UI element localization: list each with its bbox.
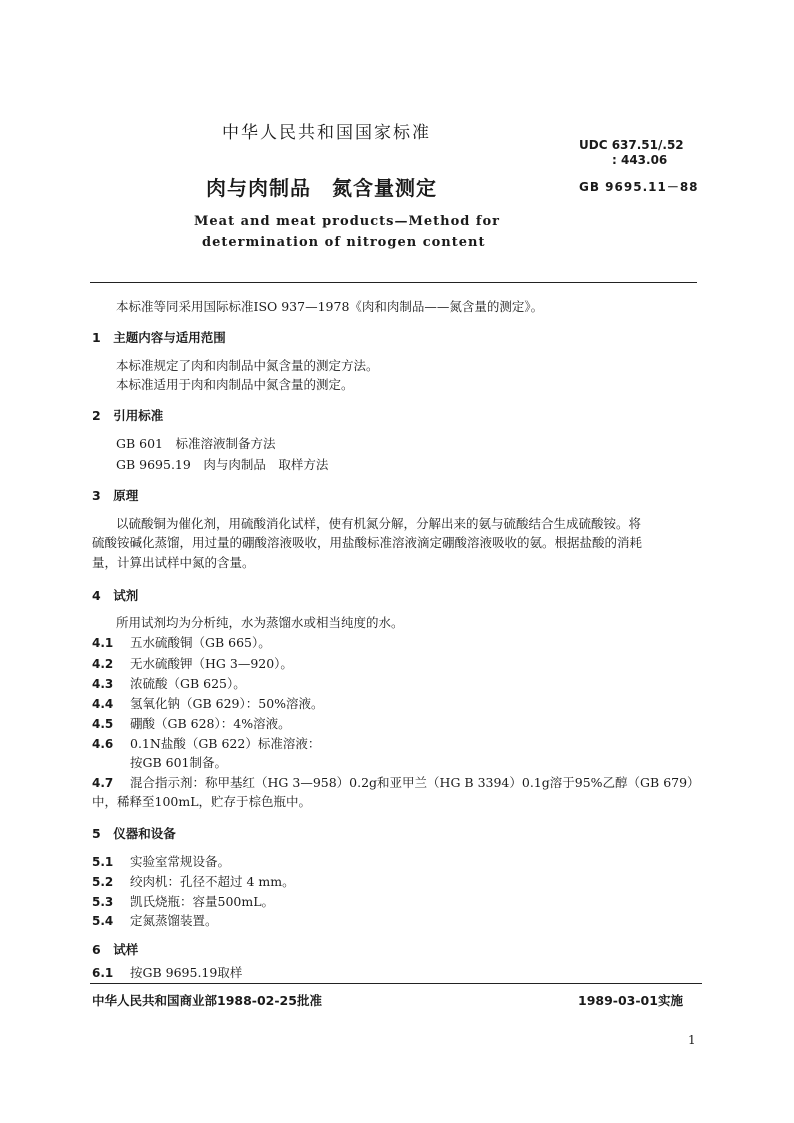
principle-line: 量，计算出试样中氮的含量。 xyxy=(92,555,255,570)
list-item xyxy=(92,852,230,870)
item-text: 实验室常规设备。 xyxy=(130,854,231,869)
item-number: 4.2 xyxy=(92,657,114,671)
effective-date: 1989-03-01实施 xyxy=(578,993,683,1008)
item-text: 绞肉机：孔径不超过 4 mm。 xyxy=(130,874,295,889)
item-number: 4.7 xyxy=(92,776,114,790)
item-number: 5.2 xyxy=(92,875,114,889)
list-item xyxy=(92,674,246,692)
section-number: 4 xyxy=(92,588,101,603)
section-1-para: 本标准适用于肉和肉制品中氮含量的测定。 xyxy=(116,377,354,392)
list-item xyxy=(92,654,293,672)
item-text: 五水硫酸铜（GB 665）。 xyxy=(130,635,271,650)
title-en-line2: determination of nitrogen content xyxy=(202,235,486,250)
section-1-para: 本标准规定了肉和肉制品中氮含量的测定方法。 xyxy=(116,358,379,373)
reference-item: GB 9695.19 肉与肉制品 取样方法 xyxy=(116,457,329,472)
principle-line: 硫酸铵碱化蒸馏，用过量的硼酸溶液吸收，用盐酸标准溶液滴定硼酸溶液吸收的氨。根据盐酸的消耗 xyxy=(92,535,643,550)
item-text: 0.1N盐酸（GB 622）标准溶液： xyxy=(130,736,321,751)
section-number: 5 xyxy=(92,826,101,841)
section-3-heading xyxy=(92,486,138,504)
item-number: 5.1 xyxy=(92,855,114,869)
gb-number: GB 9695.11－88 xyxy=(579,180,699,194)
item-number: 4.4 xyxy=(92,697,114,711)
list-item xyxy=(92,694,324,712)
section-title: 引用标准 xyxy=(113,408,164,423)
item-text: 定氮蒸馏装置。 xyxy=(130,913,218,928)
item-text: 硼酸（GB 628）：4%溶液。 xyxy=(130,716,291,731)
principle-line: 以硫酸铜为催化剂，用硫酸消化试样，使有机氮分解，分解出来的氨与硫酸结合生成硫酸铵。将 xyxy=(116,516,642,531)
section-number: 1 xyxy=(92,330,101,345)
section-5-heading xyxy=(92,824,176,842)
list-item xyxy=(92,734,320,752)
list-item xyxy=(92,892,274,910)
item-number: 5.3 xyxy=(92,895,114,909)
section-1-heading xyxy=(92,328,226,346)
footer-divider xyxy=(90,983,702,984)
udc-code-cont: : 443.06 xyxy=(612,153,668,167)
list-item xyxy=(92,773,700,791)
list-item-continuation: 按GB 601制备。 xyxy=(130,755,228,770)
item-number: 5.4 xyxy=(92,914,114,928)
item-number: 4.5 xyxy=(92,717,114,731)
item-number: 6.1 xyxy=(92,966,114,980)
section-title: 主题内容与适用范围 xyxy=(113,330,226,345)
section-title: 试剂 xyxy=(113,588,139,603)
list-item xyxy=(92,872,295,890)
item-number: 4.6 xyxy=(92,737,114,751)
reference-item: GB 601 标准溶液制备方法 xyxy=(116,436,276,451)
list-item xyxy=(92,963,242,981)
section-2-heading xyxy=(92,406,163,424)
page-number: 1 xyxy=(688,1033,696,1047)
item-number: 4.1 xyxy=(92,636,114,650)
udc-code: UDC 637.51/.52 xyxy=(579,138,684,152)
reagents-intro: 所用试剂均为分析纯，水为蒸馏水或相当纯度的水。 xyxy=(116,615,404,630)
approval-note: 中华人民共和国商业部1988-02-25批准 xyxy=(92,993,322,1008)
item-text: 氢氧化钠（GB 629）：50%溶液。 xyxy=(130,696,324,711)
item-text: 混合指示剂：称甲基红（HG 3—958）0.2g和亚甲兰（HG B 3394）0.1g溶于95%乙醇（GB 679） xyxy=(130,775,700,790)
item-text: 浓硫酸（GB 625）。 xyxy=(130,676,246,691)
section-number: 6 xyxy=(92,942,101,957)
item-text: 按GB 9695.19取样 xyxy=(130,965,243,980)
item-number: 4.3 xyxy=(92,677,114,691)
item-text: 无水硫酸钾（HG 3—920）。 xyxy=(130,656,293,671)
list-item xyxy=(92,911,218,929)
title-en-line1: Meat and meat products—Method for xyxy=(194,214,500,229)
title-cn: 肉与肉制品 氮含量测定 xyxy=(206,176,437,200)
section-4-heading xyxy=(92,586,138,604)
section-title: 试样 xyxy=(113,942,139,957)
intro-text: 本标准等同采用国际标准ISO 937—1978《肉和肉制品——氮含量的测定》。 xyxy=(116,299,544,314)
section-title: 仪器和设备 xyxy=(113,826,176,841)
section-number: 3 xyxy=(92,488,101,503)
list-item-continuation: 中，稀释至100mL，贮存于棕色瓶中。 xyxy=(92,794,312,809)
issuing-body: 中华人民共和国国家标准 xyxy=(222,123,431,143)
item-text: 凯氏烧瓶：容量500mL。 xyxy=(130,894,275,909)
list-item xyxy=(92,714,291,732)
header-divider xyxy=(90,282,697,283)
section-title: 原理 xyxy=(113,488,139,503)
list-item xyxy=(92,633,271,651)
section-6-heading xyxy=(92,940,138,958)
section-number: 2 xyxy=(92,408,101,423)
